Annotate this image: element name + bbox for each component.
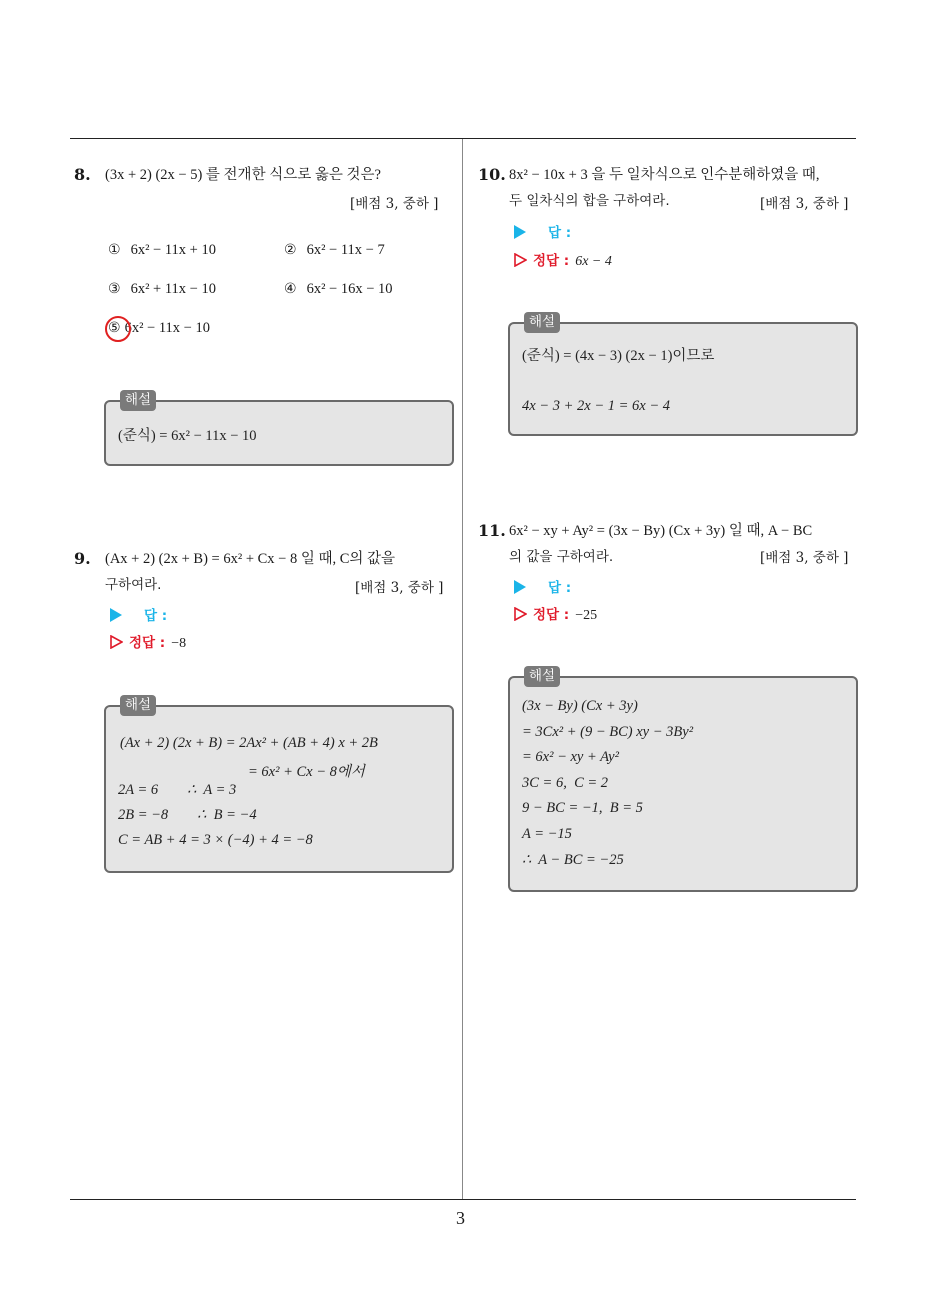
- column-divider: [462, 139, 463, 1200]
- score-label: [배점 3, 중하 ]: [760, 196, 849, 212]
- score-label: [배점 3, 중하 ]: [355, 580, 444, 596]
- solution-line: 4x − 3 + 2x − 1 = 6x − 4: [522, 398, 670, 414]
- top-rule: [70, 138, 856, 139]
- answer-field[interactable]: [110, 604, 167, 624]
- solution-line: 9 − BC = −1, B = 5: [522, 800, 643, 816]
- solution-line: = 6x² + Cx − 8에서: [248, 764, 365, 780]
- answer-field[interactable]: [514, 576, 571, 596]
- answer-field[interactable]: [514, 221, 571, 241]
- question-number: 11.: [478, 521, 506, 540]
- outline-play-icon: [110, 635, 123, 649]
- solution-tag: 해설: [524, 666, 560, 687]
- option-text: 6x² − 11x − 10: [124, 320, 210, 336]
- solution-tag: 해설: [120, 390, 156, 411]
- correct-label: 정답 :: [533, 253, 570, 269]
- option-2[interactable]: [284, 242, 385, 259]
- answer-label: 답 :: [144, 608, 168, 624]
- bottom-rule: [70, 1199, 856, 1200]
- outline-play-icon: [514, 253, 527, 267]
- question-stem: (3x + 2) (2x − 5) 를 전개한 식으로 옳은 것은?: [105, 167, 381, 183]
- correct-value: −8: [171, 636, 187, 651]
- correct-value: −25: [575, 608, 598, 623]
- solution-line: 3C = 6, C = 2: [522, 775, 609, 791]
- option-text: 6x² − 11x + 10: [130, 242, 216, 258]
- solution-tag: 해설: [120, 695, 156, 716]
- correct-answer: [110, 631, 186, 652]
- solution-line: 2B = −8 ∴ B = −4: [118, 807, 257, 823]
- question-stem-line-2: 두 일차식의 합을 구하여라.: [509, 193, 670, 209]
- option-4[interactable]: [284, 281, 393, 298]
- solution-line: 2A = 6 ∴ A = 3: [118, 782, 237, 798]
- question-stem-line-1: 6x² − xy + Ay² = (3x − By) (Cx + 3y) 일 때, A − BC: [509, 523, 813, 539]
- option-number: ⑤: [108, 320, 121, 336]
- question-stem-line-1: (Ax + 2) (2x + B) = 6x² + Cx − 8 일 때, C의 값을: [105, 551, 396, 567]
- score-label: [배점 3, 중하 ]: [350, 196, 439, 212]
- question-stem-line-2: 의 값을 구하여라.: [509, 549, 614, 565]
- solution-line: (Ax + 2) (2x + B) = 2Ax² + (AB + 4) x + 2B: [120, 735, 378, 751]
- solution-box: [104, 400, 454, 466]
- play-icon: [514, 580, 526, 594]
- option-text: 6x² + 11x − 10: [130, 281, 216, 297]
- correct-label: 정답 :: [129, 635, 166, 651]
- option-number: ①: [108, 242, 121, 258]
- solution-line: = 3Cx² + (9 − BC) xy − 3By²: [522, 724, 694, 740]
- option-3[interactable]: [108, 281, 216, 298]
- correct-value: 6x − 4: [575, 254, 612, 269]
- answer-label: 답 :: [548, 225, 572, 241]
- option-number: ②: [284, 242, 297, 258]
- option-1[interactable]: [108, 242, 216, 259]
- solution-line: (준식) = (4x − 3) (2x − 1)이므로: [522, 348, 715, 364]
- solution-line: (3x − By) (Cx + 3y): [522, 698, 638, 714]
- outline-play-icon: [514, 607, 527, 621]
- correct-label: 정답 :: [533, 607, 570, 623]
- score-label: [배점 3, 중하 ]: [760, 550, 849, 566]
- answer-label: 답 :: [548, 580, 572, 596]
- solution-line: (준식) = 6x² − 11x − 10: [118, 428, 257, 444]
- solution-tag: 해설: [524, 312, 560, 333]
- option-number: ④: [284, 281, 297, 297]
- solution-box: [104, 705, 454, 873]
- option-text: 6x² − 16x − 10: [306, 281, 393, 297]
- solution-line: A = −15: [522, 826, 572, 842]
- question-number: 8.: [74, 165, 91, 184]
- correct-answer: [514, 249, 612, 270]
- correct-answer: [514, 603, 597, 624]
- question-stem-line-1: 8x² − 10x + 3 을 두 일차식으로 인수분해하였을 때,: [509, 167, 820, 183]
- play-icon: [110, 608, 122, 622]
- play-icon: [514, 225, 526, 239]
- question-number: 10.: [478, 165, 506, 184]
- question-stem-line-2: 구하여라.: [105, 577, 162, 593]
- selected-answer-mark: [105, 316, 131, 342]
- solution-line: ∴ A − BC = −25: [522, 852, 624, 868]
- option-number: ③: [108, 281, 121, 297]
- page-number: 3: [456, 1208, 465, 1228]
- solution-box: [508, 676, 858, 892]
- question-number: 9.: [74, 549, 91, 568]
- solution-line: = 6x² − xy + Ay²: [522, 749, 619, 765]
- solution-line: C = AB + 4 = 3 × (−4) + 4 = −8: [118, 832, 313, 848]
- option-text: 6x² − 11x − 7: [306, 242, 385, 258]
- solution-box: [508, 322, 858, 436]
